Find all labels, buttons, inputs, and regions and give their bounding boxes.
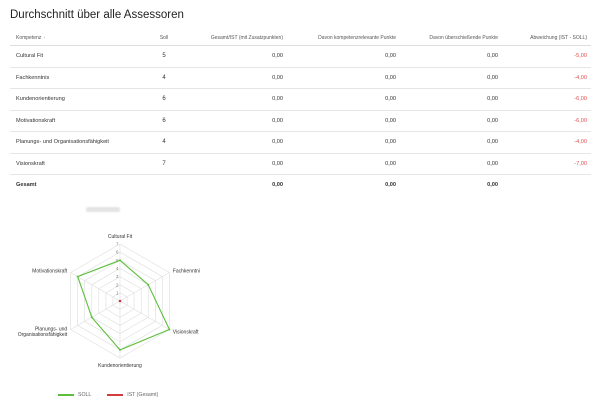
total-row xyxy=(10,175,591,196)
radar-series-point xyxy=(77,276,79,278)
column-header-deviation: Abweichung (IST - SOLL) xyxy=(502,31,591,46)
extra-points-cell: 0,00 xyxy=(400,132,502,154)
legend-line-ist xyxy=(107,394,123,396)
radar-chart xyxy=(0,220,600,390)
soll-cell: 4 xyxy=(144,67,184,89)
legend-line-soll xyxy=(58,394,74,396)
radar-series-line xyxy=(78,257,170,350)
table-row xyxy=(10,153,591,175)
table-row xyxy=(10,46,591,68)
column-header-label: Kompetenz xyxy=(16,35,42,41)
radar-spoke xyxy=(120,301,169,330)
deviation-cell: -4,00 xyxy=(502,132,591,154)
legend-item-soll[interactable] xyxy=(58,392,91,398)
competence-cell: Cultural Fit xyxy=(10,46,144,68)
total-deviation-cell xyxy=(502,175,591,196)
legend-item-ist[interactable] xyxy=(107,392,158,398)
deviation-cell: -7,00 xyxy=(502,153,591,175)
competence-points-cell: 0,00 xyxy=(287,46,400,68)
competence-cell: Kundenorientierung xyxy=(10,89,144,111)
radar-spoke xyxy=(71,301,120,330)
radar-tick-label: 7 xyxy=(116,241,119,247)
total-cell: 0,00 xyxy=(184,89,287,111)
radar-series-point xyxy=(119,349,121,351)
blurred-chart-caption xyxy=(86,207,120,212)
competence-table xyxy=(10,31,591,196)
soll-cell: 6 xyxy=(144,89,184,111)
table-header-row xyxy=(10,31,591,46)
total-cell: 0,00 xyxy=(184,46,287,68)
radar-tick-label: 2 xyxy=(116,282,119,288)
competence-points-cell: 0,00 xyxy=(287,67,400,89)
deviation-cell: -4,00 xyxy=(502,67,591,89)
column-header-soll: Soll xyxy=(144,31,184,46)
total-extra-points-cell: 0,00 xyxy=(487,182,498,189)
total-cell: 0,00 xyxy=(184,132,287,154)
radar-axis-label: Visionskraft xyxy=(172,329,199,336)
extra-points-cell: 0,00 xyxy=(400,153,502,175)
competence-points-cell: 0,00 xyxy=(287,110,400,132)
radar-tick-label: 5 xyxy=(116,257,119,263)
radar-tick-label: 1 xyxy=(116,290,119,296)
competence-points-cell: 0,00 xyxy=(287,153,400,175)
soll-cell: 4 xyxy=(144,132,184,154)
radar-series-point xyxy=(168,329,170,331)
legend-label: SOLL xyxy=(78,392,92,398)
soll-cell: 5 xyxy=(144,46,184,68)
table-row xyxy=(10,132,591,154)
competence-cell: Fachkenntnis xyxy=(10,67,144,89)
soll-cell: 6 xyxy=(144,110,184,132)
table-row xyxy=(10,67,591,89)
chart-legend xyxy=(58,392,174,398)
total-cell: 0,00 xyxy=(184,67,287,89)
radar-series-point xyxy=(119,300,122,303)
table-row xyxy=(10,89,591,111)
column-header-extra-points: Davon überschießende Punkte xyxy=(400,31,502,46)
table-row xyxy=(10,110,591,132)
radar-tick-label: 3 xyxy=(116,274,119,280)
radar-axis-label: Planungs- und xyxy=(34,326,68,333)
radar-axis-label: Kundenorientierung xyxy=(98,363,142,369)
radar-axis-label: Organisationsfähigkeit xyxy=(17,332,68,339)
competence-cell: Planungs- und Organisationsfähigkeit xyxy=(10,132,144,154)
sort-arrow-icon[interactable]: ↑ xyxy=(43,35,46,40)
extra-points-cell: 0,00 xyxy=(400,67,502,89)
radar-series-point xyxy=(147,284,149,286)
column-header-total: Gesamt/IST (mit Zusatzpunkten) xyxy=(184,31,287,46)
radar-axis-label: Fachkenntni xyxy=(172,268,201,275)
total-soll-cell xyxy=(144,175,184,196)
competence-cell: Visionskraft xyxy=(10,153,144,175)
total-sum-cell: 0,00 xyxy=(272,182,283,189)
deviation-cell: -6,00 xyxy=(502,89,591,111)
radar-axis-label: Motivationskraft xyxy=(32,268,68,275)
radar-axis-labels xyxy=(18,234,200,369)
competence-points-cell: 0,00 xyxy=(287,132,400,154)
total-label: Gesamt xyxy=(16,182,37,189)
radar-axis-label: Cultural Fit xyxy=(107,234,133,240)
radar-series-point xyxy=(91,316,93,318)
column-header-competence[interactable] xyxy=(10,31,144,46)
radar-series-point xyxy=(119,259,121,261)
column-header-competence-points: Davon kompetenzrelevante Punkte xyxy=(287,31,400,46)
extra-points-cell: 0,00 xyxy=(400,46,502,68)
radar-tick-labels xyxy=(116,242,119,296)
page-title: Durchschnitt über alle Assessoren xyxy=(10,9,184,21)
deviation-cell: -6,00 xyxy=(502,110,591,132)
extra-points-cell: 0,00 xyxy=(400,89,502,111)
total-cell: 0,00 xyxy=(184,110,287,132)
extra-points-cell: 0,00 xyxy=(400,110,502,132)
deviation-cell: -5,00 xyxy=(502,46,591,68)
competence-cell: Motivationskraft xyxy=(10,110,144,132)
competence-points-cell: 0,00 xyxy=(287,89,400,111)
radar-tick-label: 4 xyxy=(116,266,119,271)
total-competence-points-cell: 0,00 xyxy=(385,182,396,189)
legend-label: IST (Gesamt) xyxy=(127,392,159,398)
radar-tick-label: 6 xyxy=(116,249,119,255)
total-cell: 0,00 xyxy=(184,153,287,175)
radar-spoke xyxy=(120,273,169,302)
soll-cell: 7 xyxy=(144,153,184,175)
